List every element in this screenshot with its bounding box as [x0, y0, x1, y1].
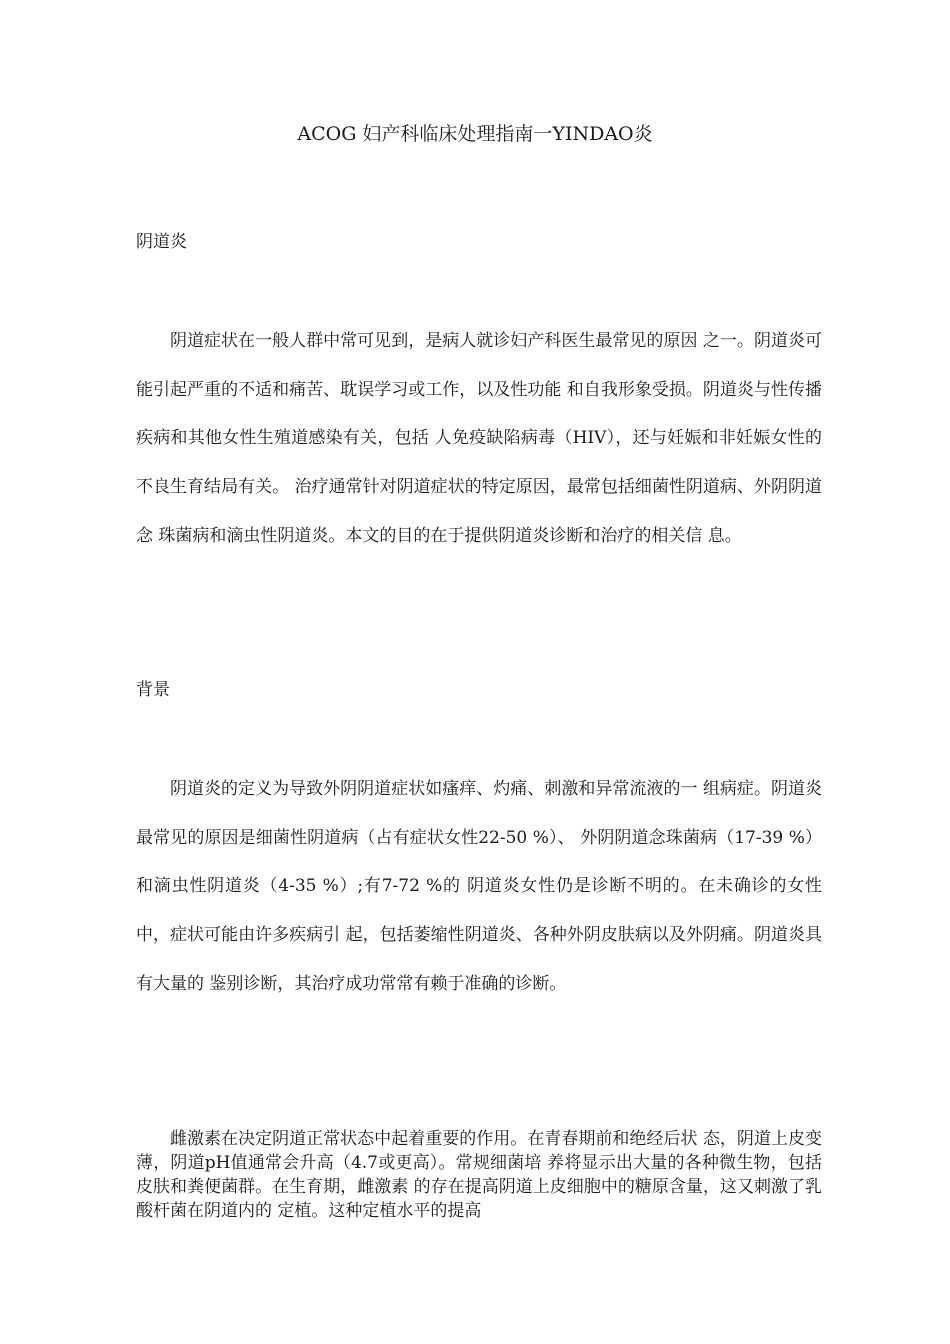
- document-title: ACOG 妇产科临床处理指南一YINDAO炎: [297, 123, 653, 145]
- section-paragraph-vaginitis: 阴道症状在一般人群中常可见到，是病人就诊妇产科医生最常见的原因 之一。阴道炎可能引起严重的不适和痛苦、耽误学习或工作，以及性功能 和自我形象受损。阴道炎与性传播疾病和其他女性生殖道感染有关，包括 人免疫缺陷病毒（HIV），还与妊娠和非妊娠女性的不良生育结局有关。 治疗通常针对阴道症状的特定原因，最常包括细菌性阴道病、外阴阴道念 珠菌病和滴虫性阴道炎。本文的目的在于提供阴道炎诊断和治疗的相关信 息。: [136, 331, 822, 546]
- section-heading-background: 背景: [136, 680, 170, 700]
- section-heading-vaginitis: 阴道炎: [136, 232, 187, 252]
- section-paragraph-background: 阴道炎的定义为导致外阴阴道症状如瘙痒、灼痛、刺激和异常流液的一 组病症。阴道炎最常见的原因是细菌性阴道病（占有症状女性22-50 %）、 外阴阴道念珠菌病（17-39 %）和滴虫性阴道炎（4-35 %）;有7-72 %的 阴道炎女性仍是诊断不明的。在未确诊的女性中，症状可能由许多疾病引 起，包括萎缩性阴道炎、各种外阴皮肤病以及外阴痛。阴道炎具有大量的 鉴别诊断，其治疗成功常常有赖于准确的诊断。: [136, 779, 822, 994]
- section-paragraph-estrogen: 雌激素在决定阴道正常状态中起着重要的作用。在青春期前和绝经后状 态，阴道上皮变薄，阴道pH值通常会升高（4.7或更高）。常规细菌培 养将显示出大量的各种微生物，包括皮肤和粪便菌群。在生育期，雌激素 的存在提高阴道上皮细胞中的糖原含量，这又刺激了乳酸杆菌在阴道内的 定植。这种定植水平的提高: [136, 1129, 822, 1221]
